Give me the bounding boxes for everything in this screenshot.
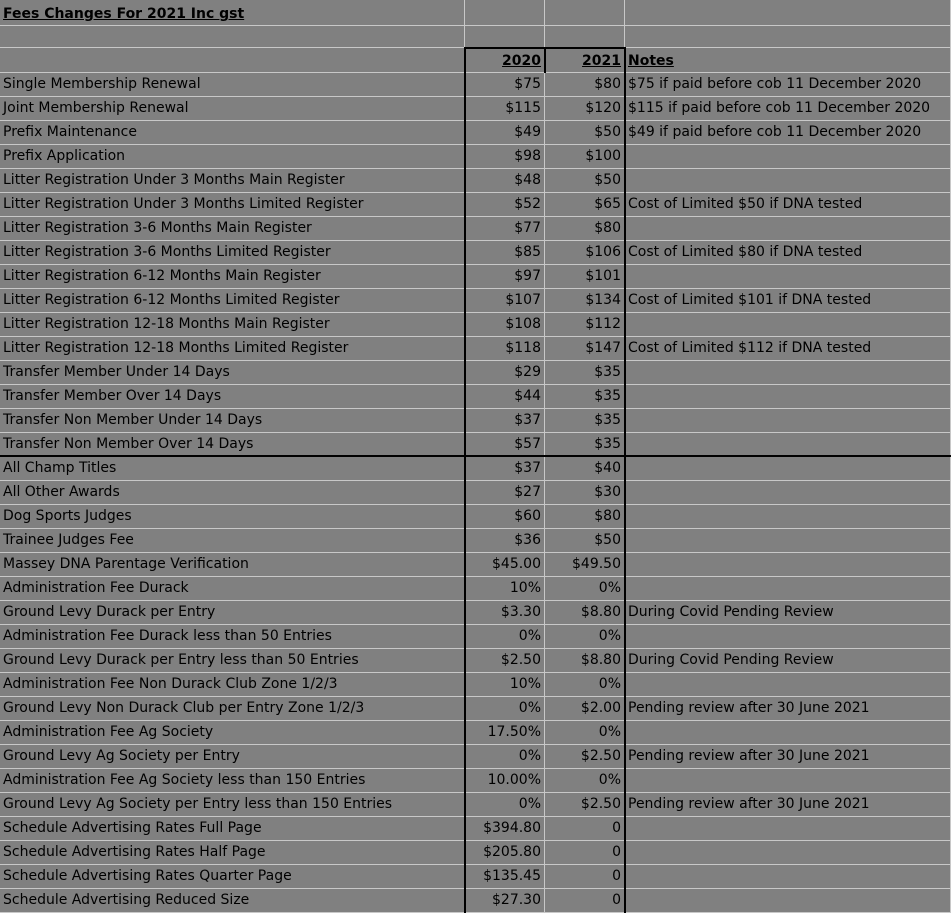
fee-note-cell[interactable]: [625, 889, 951, 913]
table-row: [0, 265, 951, 289]
fee-2020-cell[interactable]: $115: [465, 97, 545, 121]
table-row: [0, 841, 951, 865]
table-row: [0, 865, 951, 889]
fee-2021-cell[interactable]: $112: [545, 313, 625, 337]
fee-item-cell[interactable]: Administration Fee Durack less than 50 Entries: [0, 625, 465, 649]
fee-2021-cell[interactable]: 0%: [545, 577, 625, 601]
fee-item-cell[interactable]: Litter Registration 6-12 Months Limited Register: [0, 289, 465, 313]
fee-2021-cell[interactable]: $2.50: [545, 793, 625, 817]
fee-note-cell[interactable]: [625, 457, 951, 481]
table-row: [0, 361, 951, 385]
blank-cell[interactable]: [0, 26, 465, 48]
fee-note-cell[interactable]: [625, 505, 951, 529]
fee-item-cell[interactable]: Litter Registration Under 3 Months Main Register: [0, 169, 465, 193]
fee-item-cell[interactable]: Dog Sports Judges: [0, 505, 465, 529]
fee-note-cell[interactable]: [625, 433, 951, 457]
table-row: [0, 121, 951, 145]
fee-item-cell[interactable]: Administration Fee Non Durack Club Zone 1/2/3: [0, 673, 465, 697]
table-row: [0, 97, 951, 121]
table-row: [0, 385, 951, 409]
fee-2020-cell[interactable]: $98: [465, 145, 545, 169]
fee-note-cell[interactable]: [625, 865, 951, 889]
fee-item-cell[interactable]: All Other Awards: [0, 481, 465, 505]
fee-2020-cell[interactable]: $27.30: [465, 889, 545, 913]
fee-note-cell[interactable]: During Covid Pending Review: [625, 649, 951, 673]
fee-item-cell[interactable]: Ground Levy Ag Society per Entry less than 150 Entries: [0, 793, 465, 817]
fee-item-cell[interactable]: Ground Levy Durack per Entry less than 50 Entries: [0, 649, 465, 673]
fee-item-cell[interactable]: Joint Membership Renewal: [0, 97, 465, 121]
table-row: [0, 745, 951, 769]
fee-note-cell[interactable]: [625, 409, 951, 433]
fee-2021-cell[interactable]: $101: [545, 265, 625, 289]
fee-2021-cell[interactable]: $50: [545, 121, 625, 145]
sheet-title[interactable]: Fees Changes For 2021 Inc gst: [0, 0, 465, 26]
fee-item-cell[interactable]: Prefix Application: [0, 145, 465, 169]
fee-note-cell[interactable]: [625, 313, 951, 337]
fee-item-cell[interactable]: Ground Levy Non Durack Club per Entry Zone 1/2/3: [0, 697, 465, 721]
table-row: [0, 529, 951, 553]
fee-2021-cell[interactable]: 0: [545, 817, 625, 841]
fee-note-cell[interactable]: Cost of Limited $80 if DNA tested: [625, 241, 951, 265]
blank-cell[interactable]: [625, 0, 951, 26]
table-row: [0, 313, 951, 337]
fee-note-cell[interactable]: [625, 361, 951, 385]
fee-2020-cell[interactable]: $49: [465, 121, 545, 145]
fee-note-cell[interactable]: [625, 841, 951, 865]
fee-item-cell[interactable]: Litter Registration Under 3 Months Limited Register: [0, 193, 465, 217]
fee-note-cell[interactable]: $49 if paid before cob 11 December 2020: [625, 121, 951, 145]
fee-2021-cell[interactable]: $2.00: [545, 697, 625, 721]
fee-note-cell[interactable]: [625, 625, 951, 649]
fee-2020-cell[interactable]: $36: [465, 529, 545, 553]
fee-2021-cell[interactable]: $120: [545, 97, 625, 121]
fee-2020-cell[interactable]: $45.00: [465, 553, 545, 577]
fee-2021-cell[interactable]: 0: [545, 865, 625, 889]
blank-cell[interactable]: [625, 26, 951, 48]
fee-item-cell[interactable]: Litter Registration 12-18 Months Limited Register: [0, 337, 465, 361]
fee-2021-cell[interactable]: $50: [545, 529, 625, 553]
fee-2021-cell[interactable]: $40: [545, 457, 625, 481]
fee-2021-cell[interactable]: $80: [545, 73, 625, 97]
blank-cell[interactable]: [465, 26, 545, 48]
fee-note-cell[interactable]: [625, 385, 951, 409]
fee-2021-cell[interactable]: 0%: [545, 625, 625, 649]
fee-note-cell[interactable]: Pending review after 30 June 2021: [625, 697, 951, 721]
blank-cell[interactable]: [545, 26, 625, 48]
table-row: [0, 433, 951, 457]
fee-2021-cell[interactable]: 0: [545, 841, 625, 865]
fee-note-cell[interactable]: [625, 721, 951, 745]
fee-note-cell[interactable]: Pending review after 30 June 2021: [625, 793, 951, 817]
header-notes[interactable]: Notes: [625, 48, 951, 73]
fee-item-cell[interactable]: Litter Registration 3-6 Months Limited Register: [0, 241, 465, 265]
blank-cell[interactable]: [545, 0, 625, 26]
fee-2020-cell[interactable]: $29: [465, 361, 545, 385]
fee-2020-cell[interactable]: $118: [465, 337, 545, 361]
fee-2021-cell[interactable]: $50: [545, 169, 625, 193]
table-row: [0, 217, 951, 241]
fee-item-cell[interactable]: Ground Levy Durack per Entry: [0, 601, 465, 625]
fee-note-cell[interactable]: [625, 217, 951, 241]
fee-note-cell[interactable]: [625, 553, 951, 577]
table-row: [0, 337, 951, 361]
fee-item-cell[interactable]: Administration Fee Ag Society: [0, 721, 465, 745]
fee-item-cell[interactable]: All Champ Titles: [0, 457, 465, 481]
border-line: [464, 47, 626, 49]
fee-note-cell[interactable]: [625, 145, 951, 169]
fee-2020-cell[interactable]: $37: [465, 457, 545, 481]
table-row: [0, 793, 951, 817]
fee-2021-cell[interactable]: $8.80: [545, 601, 625, 625]
fee-2021-cell[interactable]: $147: [545, 337, 625, 361]
fee-item-cell[interactable]: Litter Registration 12-18 Months Main Register: [0, 313, 465, 337]
fee-2020-cell[interactable]: 17.50%: [465, 721, 545, 745]
fee-note-cell[interactable]: [625, 481, 951, 505]
fee-2020-cell[interactable]: 10%: [465, 577, 545, 601]
fee-note-cell[interactable]: [625, 769, 951, 793]
fee-2021-cell[interactable]: 0: [545, 889, 625, 913]
fee-item-cell[interactable]: Ground Levy Ag Society per Entry: [0, 745, 465, 769]
table-row: [0, 481, 951, 505]
table-row: [0, 241, 951, 265]
fee-2020-cell[interactable]: $37: [465, 409, 545, 433]
fee-item-cell[interactable]: Massey DNA Parentage Verification: [0, 553, 465, 577]
table-row: [0, 409, 951, 433]
fee-2020-cell[interactable]: 0%: [465, 793, 545, 817]
fee-note-cell[interactable]: Cost of Limited $50 if DNA tested: [625, 193, 951, 217]
fee-2020-cell[interactable]: $60: [465, 505, 545, 529]
fee-2020-cell[interactable]: $394.80: [465, 817, 545, 841]
table-row: [0, 457, 951, 481]
fee-note-cell[interactable]: $75 if paid before cob 11 December 2020: [625, 73, 951, 97]
fee-item-cell[interactable]: Litter Registration 3-6 Months Main Register: [0, 217, 465, 241]
fee-2020-cell[interactable]: $85: [465, 241, 545, 265]
fee-2021-cell[interactable]: $30: [545, 481, 625, 505]
header-2021[interactable]: 2021: [545, 48, 625, 73]
fee-2021-cell[interactable]: 0%: [545, 769, 625, 793]
fee-2020-cell[interactable]: $135.45: [465, 865, 545, 889]
fee-2020-cell[interactable]: $44: [465, 385, 545, 409]
fee-2020-cell[interactable]: 10.00%: [465, 769, 545, 793]
fee-2020-cell[interactable]: 10%: [465, 673, 545, 697]
fee-note-cell[interactable]: [625, 529, 951, 553]
table-row: [0, 625, 951, 649]
fee-2021-cell[interactable]: $80: [545, 505, 625, 529]
blank-cell[interactable]: [465, 0, 545, 26]
fee-2020-cell[interactable]: $205.80: [465, 841, 545, 865]
border-line: [544, 48, 546, 73]
fee-item-cell[interactable]: Transfer Non Member Over 14 Days: [0, 433, 465, 457]
fee-note-cell[interactable]: [625, 673, 951, 697]
fee-item-cell[interactable]: Administration Fee Ag Society less than 150 Entries: [0, 769, 465, 793]
fee-2021-cell[interactable]: $134: [545, 289, 625, 313]
table-row: [0, 601, 951, 625]
fee-2021-cell[interactable]: $2.50: [545, 745, 625, 769]
fee-2021-cell[interactable]: $35: [545, 361, 625, 385]
fee-item-cell[interactable]: Prefix Maintenance: [0, 121, 465, 145]
fee-2020-cell[interactable]: $57: [465, 433, 545, 457]
fee-item-cell[interactable]: Transfer Member Over 14 Days: [0, 385, 465, 409]
border-line: [0, 455, 951, 457]
fee-2020-cell[interactable]: 0%: [465, 625, 545, 649]
fee-2020-cell[interactable]: 0%: [465, 745, 545, 769]
fee-note-cell[interactable]: Cost of Limited $101 if DNA tested: [625, 289, 951, 313]
fee-item-cell[interactable]: Transfer Member Under 14 Days: [0, 361, 465, 385]
fee-2020-cell[interactable]: $52: [465, 193, 545, 217]
fee-item-cell[interactable]: Administration Fee Durack: [0, 577, 465, 601]
fee-2021-cell[interactable]: $100: [545, 145, 625, 169]
fee-2021-cell[interactable]: $49.50: [545, 553, 625, 577]
table-row: [0, 721, 951, 745]
fee-item-cell[interactable]: Litter Registration 6-12 Months Main Register: [0, 265, 465, 289]
fee-note-cell[interactable]: [625, 265, 951, 289]
table-row: [0, 553, 951, 577]
fee-2020-cell[interactable]: $48: [465, 169, 545, 193]
fee-2021-cell[interactable]: $35: [545, 409, 625, 433]
fee-item-cell[interactable]: Schedule Advertising Rates Quarter Page: [0, 865, 465, 889]
fee-2020-cell[interactable]: $108: [465, 313, 545, 337]
border-line: [624, 48, 626, 913]
fee-2021-cell[interactable]: $80: [545, 217, 625, 241]
header-row: [0, 48, 951, 73]
header-2020[interactable]: 2020: [465, 48, 545, 73]
fee-2021-cell[interactable]: $35: [545, 433, 625, 457]
table-row: [0, 289, 951, 313]
table-row: [0, 505, 951, 529]
table-row: [0, 169, 951, 193]
fee-2020-cell[interactable]: $107: [465, 289, 545, 313]
fee-note-cell[interactable]: Cost of Limited $112 if DNA tested: [625, 337, 951, 361]
fee-2021-cell[interactable]: 0%: [545, 721, 625, 745]
table-row: [0, 673, 951, 697]
fee-2021-cell[interactable]: $106: [545, 241, 625, 265]
fee-2020-cell[interactable]: $75: [465, 73, 545, 97]
table-row: [0, 649, 951, 673]
fee-2021-cell[interactable]: 0%: [545, 673, 625, 697]
table-row: [0, 889, 951, 913]
fee-2021-cell[interactable]: $8.80: [545, 649, 625, 673]
fee-item-cell[interactable]: Trainee Judges Fee: [0, 529, 465, 553]
fee-2020-cell[interactable]: $2.50: [465, 649, 545, 673]
border-line: [464, 48, 466, 913]
blank-cell[interactable]: [0, 48, 465, 73]
table-row: [0, 73, 951, 97]
title-row: [0, 0, 951, 26]
fee-item-cell[interactable]: Schedule Advertising Rates Full Page: [0, 817, 465, 841]
table-row: [0, 145, 951, 169]
fee-note-cell[interactable]: [625, 577, 951, 601]
fee-2020-cell[interactable]: $77: [465, 217, 545, 241]
fee-item-cell[interactable]: Transfer Non Member Under 14 Days: [0, 409, 465, 433]
table-row: [0, 577, 951, 601]
fee-2020-cell[interactable]: 0%: [465, 697, 545, 721]
fee-note-cell[interactable]: $115 if paid before cob 11 December 2020: [625, 97, 951, 121]
fee-2020-cell[interactable]: $27: [465, 481, 545, 505]
fee-item-cell[interactable]: Schedule Advertising Reduced Size: [0, 889, 465, 913]
fee-note-cell[interactable]: [625, 817, 951, 841]
table-row: [0, 769, 951, 793]
fee-item-cell[interactable]: Single Membership Renewal: [0, 73, 465, 97]
table-row: [0, 193, 951, 217]
blank-row: [0, 26, 951, 48]
fee-2020-cell[interactable]: $3.30: [465, 601, 545, 625]
fee-item-cell[interactable]: Schedule Advertising Rates Half Page: [0, 841, 465, 865]
fee-2020-cell[interactable]: $97: [465, 265, 545, 289]
fee-2021-cell[interactable]: $65: [545, 193, 625, 217]
table-row: [0, 697, 951, 721]
fee-note-cell[interactable]: During Covid Pending Review: [625, 601, 951, 625]
fee-note-cell[interactable]: Pending review after 30 June 2021: [625, 745, 951, 769]
fee-2021-cell[interactable]: $35: [545, 385, 625, 409]
table-row: [0, 817, 951, 841]
fee-note-cell[interactable]: [625, 169, 951, 193]
